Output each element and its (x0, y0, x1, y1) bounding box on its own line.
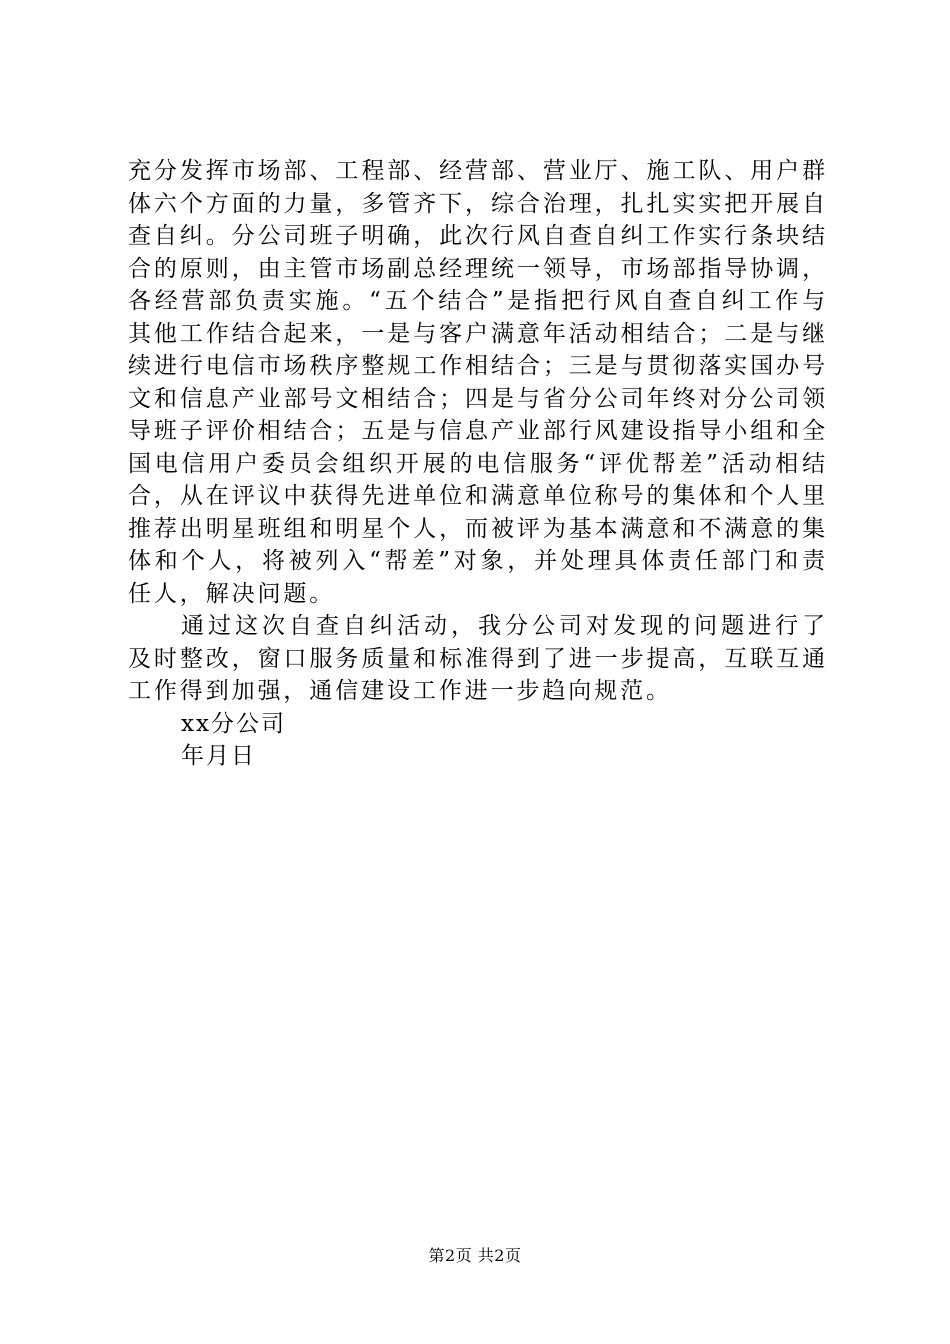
paragraph-continuation: 充分发挥市场部、工程部、经营部、营业厅、施工队、用户群体六个方面的力量，多管齐下，综合治理，扎扎实实把开展自查自纠。分公司班子明确，此次行风自查自纠工作实行条块结合的原则，由主管市场副总经理统一领导，市场部指导协调，各经营部负责实施。“五个结合”是指把行风自查自纠工作与其他工作结合起来，一是与客户满意年活动相结合；二是与继续进行电信市场秩序整规工作相结合；三是与贯彻落实国办号文和信息产业部号文相结合；四是与省分公司年终对分公司领导班子评价相结合；五是与信息产业部行风建设指导小组和全国电信用户委员会组织开展的电信服务“评优帮差”活动相结合，从在评议中获得先进单位和满意单位称号的集体和个人里推荐出明星班组和明星个人，而被评为基本满意和不满意的集体和个人，将被列入“帮差”对象，并处理具体责任部门和责任人，解决问题。 (128, 158, 828, 607)
page-footer: 第2页 共2页 (428, 1246, 522, 1265)
document-body (128, 155, 828, 773)
signature-date: 年月日 (181, 743, 256, 769)
paragraph-conclusion: 通过这次自查自纠活动，我分公司对发现的问题进行了及时整改，窗口服务质量和标准得到了进一步提高，互联互通工作得到加强，通信建设工作进一步趋向规范。 (128, 613, 828, 704)
signature-company: xx分公司 (181, 710, 286, 737)
